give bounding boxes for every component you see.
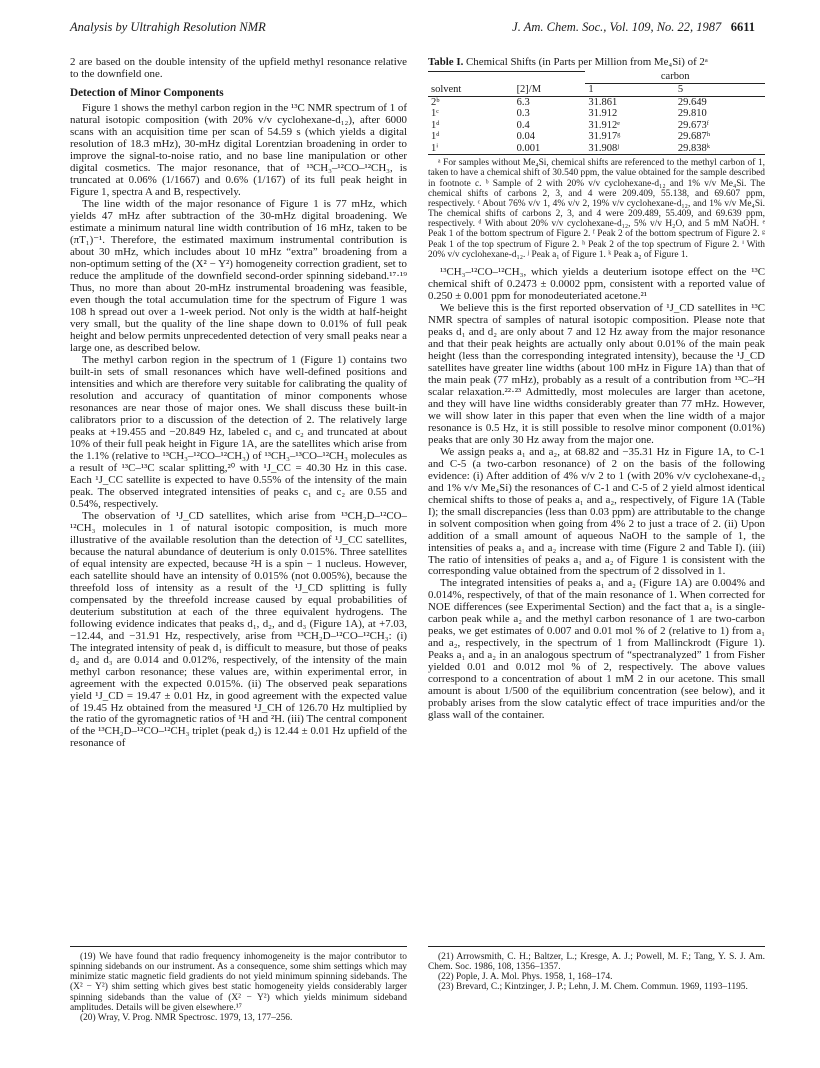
table-cell: 1ⁱ [428, 143, 514, 155]
table-cell: 29.838ᵏ [675, 143, 765, 155]
column-header: solvent [428, 84, 514, 97]
reference-entry: (22) Pople, J. A. Mol. Phys. 1958, 1, 168–174. [438, 972, 613, 983]
table-cell: 1ᶜ [431, 108, 439, 120]
reference-entry: (21) Arrowsmith, C. H.; Baltzer, L.; Kresge, A. J.; Powell, M. F.; Tang, Y. S. J. Am. Chem. Soc. 1986, 108, 1356–1357. [428, 952, 765, 973]
table-header-row [428, 84, 765, 97]
table-cell: 1ᵈ [431, 131, 440, 143]
body-paragraph: ¹³CH₃–¹²CO–¹²CH₃, which yields a deuterium isotope effect on the ¹³C chemical shift of 0.2473 ± 0.0002 ppm, consistent with a reported value of 0.250 ± 0.001 ppm for monodeuteriated acetone.²¹ [428, 265, 765, 302]
table-row [428, 96, 765, 108]
table-cell: 31.912 [588, 108, 618, 120]
table-row [428, 120, 765, 132]
table-cell: 6.3 [516, 96, 530, 108]
body-paragraph: We believe this is the first reported observation of ¹J_CD satellites in ¹³C NMR spectra of samples of natural isotopic composition. Please note that peaks d₁ and d₂ are only about 7 and 12 Hz away from the major resonance and that their peak heights are actually only about 0.01% of the main peak height (less than the corresponding integrated intensity), because the ¹J_CD satellites have greater line widths (about 100 mHz in Figure 1A) than that of the main peak (77 mHz), probably as a result of a contribution from ¹³C–²H scalar relaxation.²²·²³ Admittedly, most molecules are larger than acetone, and they will have line widths considerably greater than 77 mHz. However, we will show later in this paper that even when the line width of a major resonance is 0.5 Hz, it is still possible to resolve minor component (0.01%) peaks that are only 30 Hz away from the major one. [428, 301, 765, 446]
column-header: 1 [585, 84, 675, 97]
table-title [428, 56, 765, 68]
chemical-shift-table [428, 71, 765, 155]
table-label: Table I. [428, 56, 464, 68]
table-cell: 29.649 [677, 96, 707, 108]
table-cell: 1ᵈ [431, 119, 440, 131]
column-header: 5 [675, 84, 765, 97]
body-paragraph: We assign peaks a₁ and a₂, at 68.82 and −35.31 Hz in Figure 1A, to C-1 and C-5 (a two-carbon resonance) of 2 on the basis of the following evidence: (i) After addition of 4% v/v 2 to 1 (with 20% v/v cyclohexane-d₁₂ and 1% v/v Me₄Si) the resonances of C-1 and C-5 of 2 yield almost identical chemical shifts to those of peaks a₁ and a₂, respectively, of Figure 1A (Table I); the small discrepancies (less than 0.03 ppm) are attributable to the change in solvent composition when going from 4% 2 to just a trace of 2. (ii) Upon addition of a small amount of aqueous NaOH to the sample of 1, the intensities of peaks a₁ and a₂ increase with time (Figure 2 and Table I). (iii) The ratio of intensities of peaks a₁ and a₂ of Figure 1 is consistent with the corresponding value obtained from the spectrum of 2 dissolved in 1. [428, 445, 765, 578]
table-cell: 29.810 [677, 108, 707, 120]
table-row [428, 131, 765, 143]
body-paragraph: The observation of ¹J_CD satellites, which arise from ¹³CH₂D–¹²CO–¹²CH₃ molecules in 1 of natural isotopic composition, is much more illustrative of the available resolution than the detection of ¹J_CC satellites, because the natural abundance of deuterium is only 0.015%. Three satellites of equal intensity are expected, because ²H is a spin − 1 nucleus. However, each satellite should have an intensity of 0.015% (not 0.005%), because the threefold loss of intensity as a result of the ¹J_CD splitting is fully compensated by the threefold increase caused by equal probabilities of deuterium substitution at each of the three equivalent hydrogens. The following evidence indicates that peaks d₁, d₂, and d₃ (Figure 1A), at +7.03, −12.44, and −31.91 Hz, respectively, arise from ¹³CH₂D–¹²CO–¹²CH₃: (i) The integrated intensity of peak d₁ is difficult to measure, but those of peaks d₂ and d₃ are 0.014 and 0.012%, respectively, of the intensity of the main methyl carbon resonance; these values are, within experimental error, in agreement with the expected 0.015%. (ii) The observed peak separations yield ¹J_CD = 19.47 ± 0.01 Hz, in good agreement with the expected value of 19.45 Hz obtained from the measured ¹J_CH of 126.70 Hz multiplied by the ratio of the gyromagnetic ratios of ¹H and ²H. (iii) The central component of the ¹³CH₂D–¹²CO–¹²CH₃ triplet (peak d₂) is 12.44 ± 0.01 Hz upfield of the resonance of [70, 509, 407, 750]
journal-citation [512, 20, 755, 36]
references-right [428, 946, 765, 993]
references-left [70, 946, 407, 1023]
article-running-title: Analysis by Ultrahigh Resolution NMR [70, 20, 266, 34]
left-column [70, 56, 407, 749]
intro-paragraph: 2 are based on the double intensity of the upfield methyl resonance relative to the downfield one. [70, 56, 407, 80]
table-cell: 0.04 [516, 131, 535, 143]
journal-name: J. Am. Chem. Soc., Vol. 109, No. 22, 1987 [512, 20, 722, 34]
reference-entry: (19) We have found that radio frequency inhomogeneity is the major contributor to spinning sidebands on our instrument. As a consequence, some shim settings which may minimize static magnetic field gradients do not yield minimum spinning sidebands. The (X² − Y²) shim setting which gives best static homogeneity yields considerably larger spinning sidebands than the value of (X² − Y²) which yields minimum sideband amplitudes. Details will be given elsewhere.¹⁷ [70, 952, 407, 1013]
body-paragraph: The methyl carbon region in the spectrum of 1 (Figure 1) contains two built-in sets of small resonances which have well-defined positions and intensities and which are therefore very suitable for calibrating the quality of resolution and accuracy of quantitation of minor components whose resonances are near those of major ones. We shall discuss these built-in calibrators prior to a discussion of the detection of 2. The relatively large peaks at +19.455 and −20.849 Hz, labeled c₁ and c₂ and truncated at about 10% of their full peak height in Figure 1A, are the satellites which arise from the 1.1% (relative to ¹³CH₃–¹²CO–¹²CH₃) of ¹³CH₃–¹³CO–¹²CH₃ molecules as a result of ¹³C–¹³C scalar splitting,²⁰ with ¹J_CC = 40.30 Hz in this case. Each ¹J_CC satellite is expected to have 0.55% of the intensity of the main peak. The observed integrated intensities of peaks c₁ and c₂ are 0.55 and 0.54%, respectively. [70, 353, 407, 510]
footnote-rule [428, 946, 765, 947]
section-heading: Detection of Minor Components [70, 86, 224, 99]
table-cell: 29.687ʰ [677, 131, 711, 143]
page-number: 6611 [730, 20, 755, 34]
body-paragraph: Figure 1 shows the methyl carbon region in the ¹³C NMR spectrum of 1 of natural isotopic composition (with 20% v/v cyclohexane-d₁₂), after 6000 scans with an acquisition time per scan of 54.59 s (which yields a digital resolution of 18.3 mHz), 30-mHz digital Lorentzian broadening in order to improve the signal-to-noise ratio, and no base line manipulation or other digital cosmetics. The major resonance, that of ¹³CH₃–¹²CO–¹²CH₃, is truncated at 0.06% (1/1667) and 0.6% (1/167) of its full peak height in Figure 1, spectra A and B, respectively. [70, 102, 407, 199]
table-cell: 31.917ᵍ [588, 131, 621, 143]
right-column [428, 56, 765, 721]
body-paragraph: The line width of the major resonance of Figure 1 is 77 mHz, which yields 47 mHz after subtraction of the 30-mHz digital broadening. We estimate a minimum natural line width contribution of 16 mHz, taken to be (πT₁)⁻¹. Therefore, the estimated maximum instrumental contribution is about 30 mHz, which includes about 10 mHz “extra” broadening from a non-optimum setting of the (X² − Y²) homogeneity correction gradient, set to reduce the amplitude of the downfield second-order spinning sideband.¹⁷·¹⁹ Thus, no more than about 20-mHz instrumental broadening was feasible, even though the total accumulation time for the spectrum of Figure 1 was 108 h spread out over a 1-week period. Not only is the width at half-height very small, but the quality of the line shape down to 0.01% of full peak height and below permits unprecedented detection of very small peaks near a large one, as described below. [70, 198, 407, 354]
table-cell: 0.001 [514, 143, 586, 155]
footnote-rule [70, 946, 407, 947]
table-group-header: carbon [585, 71, 765, 83]
table-cell: 29.673ᶠ [677, 119, 709, 131]
column-header: [2]/M [514, 84, 586, 97]
table-cell: 2ᵇ [431, 96, 440, 108]
table-group-row [428, 71, 765, 83]
table-row [428, 108, 765, 120]
reference-entry: (20) Wray, V. Prog. NMR Spectrosc. 1979, 13, 177–256. [80, 1012, 293, 1023]
table-cell: 0.3 [516, 108, 530, 120]
table-caption: Chemical Shifts (in Parts per Million from Me₄Si) of 2ᵃ [466, 56, 708, 68]
table-cell: 31.861 [588, 96, 618, 108]
table-footnote: ᵃ For samples without Me₄Si, chemical shifts are referenced to the methyl carbon of 1, taken to have a chemical shift of 30.540 ppm, the value obtained for the sample described in footnote c. ᵇ Sample of 2 with 20% v/v cyclohexane-d₁₂ and 1% v/v Me₄Si. The chemical shifts of carbons 2, 3, and 4 were 209.409, 55.138, and 69.607 ppm, respectively. ᶜ About 76% v/v 1, 4% v/v 2, 19% v/v cyclohexane-d₁₂, and 1% v/v Me₄Si. The chemical shifts of carbons 2, 3, and 4 were 209.489, 55.409, and 69.639 ppm, respectively. ᵈ With about 20% v/v cyclohexane-d₁₂, 5% v/v H₂O, and 5 mM NaOH. ᵉ Peak 1 of the bottom spectrum of Figure 2. ᶠ Peak 2 of the bottom spectrum of Figure 2. ᵍ Peak 1 of the top spectrum of Figure 2. ʰ Peak 2 of the top spectrum of Figure 2. ⁱ With 20% v/v cyclohexane-d₁₂. ʲ Peak a₁ of Figure 1. ᵏ Peak a₂ of Figure 1. [428, 158, 765, 260]
table-cell: 0.4 [516, 119, 530, 131]
table-cell: 31.912ᵉ [588, 119, 620, 131]
running-header [70, 20, 755, 36]
reference-entry: (23) Brevard, C.; Kintzinger, J. P.; Lehn, J. M. Chem. Commun. 1969, 1193–1195. [438, 982, 748, 993]
body-paragraph: The integrated intensities of peaks a₁ and a₂ (Figure 1A) are 0.004% and 0.014%, respectively, of that of the main resonance of 1. When corrected for NOE differences (see Experimental Section) and the fact that a₁ is a single-carbon peak while a₂ and the methyl carbon resonance of 1 are two-carbon peaks, we get estimates of 0.007 and 0.01 mol % of 2 (relative to 1) from a₁ and a₂, respectively, in the spectrum of 1 from Mallinckrodt (Figure 1). Peaks a₁ and a₂ in an analogous spectrum of “spectranalyzed” 1 from Fisher yielded 0.01 and 0.012 mol % of 2, respectively. The above values correspond to a concentration of about 1 mM 2 in our acetone. This small amount is about 1/500 of the equilibrium concentration (see below), and it probably arises from the slow catalytic effect of trace impurities and/or the glass wall of the container. [428, 577, 765, 722]
table-cell: 31.908ʲ [585, 143, 675, 155]
table-row [428, 143, 765, 155]
